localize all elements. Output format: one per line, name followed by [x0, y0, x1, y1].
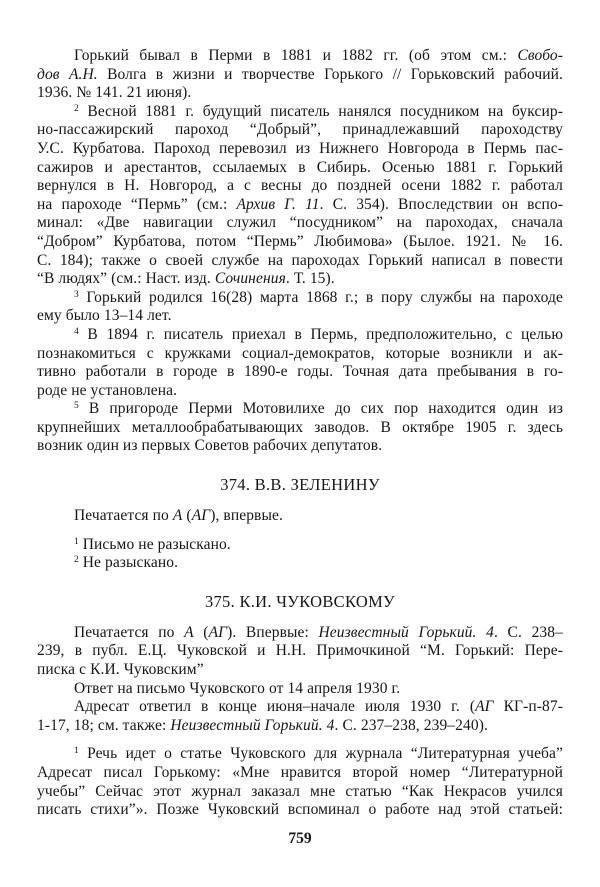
footnote-2 — [37, 103, 563, 289]
text-segment: Печатается по — [74, 507, 173, 525]
text-line — [37, 363, 563, 382]
text-segment: ( — [182, 507, 192, 525]
text-segment: Адресат ответил в конце июня–начале июля 1930 г. ( — [74, 698, 476, 716]
text-segment: ему было 13–14 лет. — [37, 307, 172, 325]
text-segment: но-пассажирский пароход “Добрый”, принадлежавший пароходству — [37, 121, 563, 139]
reply-note-375 — [37, 680, 563, 699]
text-segment: 1-17, 18; см. также: — [37, 716, 171, 734]
text-segment: Речь идет о статье Чуковского для журнала “Литературная учеба” — [78, 745, 563, 763]
footnote-marker: 5 — [74, 401, 79, 412]
text-segment: познакомиться с кружками социал-демократов, которые возникли и ак- — [37, 344, 563, 362]
text-segment: 239, в публ. Е.Ц. Чуковской и Н.Н. Примочкиной “М. Горький: Пере- — [37, 642, 563, 660]
source-note-375 — [37, 624, 563, 680]
source-note-374 — [37, 507, 563, 526]
text-line — [37, 783, 563, 802]
text-line — [37, 196, 563, 215]
text-line — [37, 717, 563, 736]
text-segment: возник один из первых Советов рабочих депутатов. — [37, 437, 383, 455]
italic-citation: Неизвестный Горький. 4 — [318, 623, 494, 641]
text-line — [37, 661, 563, 680]
italic-citation: дов А.Н. — [37, 65, 98, 83]
italic-citation: Неизвестный Горький. 4 — [170, 716, 335, 734]
text-segment: “Добром” Курбатова, потом “Пермь” Любимова» (Былое. 1921. № 16. — [37, 232, 563, 250]
text-segment: У.С. Курбатова. Пароход перевозил из Нижнего Новгорода в Пермь пас- — [37, 139, 563, 157]
text-line — [37, 140, 563, 159]
text-line — [37, 289, 563, 308]
text-segment: 1936. № 141. 21 июня). — [37, 84, 192, 102]
text-line — [37, 642, 563, 661]
text-line — [37, 764, 563, 783]
text-line — [37, 84, 563, 103]
text-segment: . С. 237–238, 239–240). — [334, 716, 488, 734]
page-number: 759 — [288, 829, 312, 847]
letter-heading-374: 374. В.В. ЗЕЛЕНИНУ — [220, 475, 380, 495]
text-line — [37, 624, 563, 643]
text-segment: на пароходе “Пермь” (см.: — [37, 195, 237, 213]
text-segment: “В людях” (см.: Наст. изд. — [37, 270, 215, 288]
text-segment: роде не установлена. — [37, 381, 178, 399]
text-line — [37, 419, 563, 438]
text-line — [37, 233, 563, 252]
italic-citation: А — [172, 507, 183, 525]
footnote-marker: 1 — [74, 746, 79, 757]
footnote-3 — [37, 289, 563, 326]
text-segment: крупнейших металлообрабатывающих заводов. В октябре 1905 г. здесь — [37, 418, 563, 436]
letter-heading-375: 375. К.И. ЧУКОВСКОМУ — [204, 591, 396, 611]
page-content — [37, 47, 563, 820]
footnote-marker: 3 — [74, 289, 79, 300]
text-segment: минал: «Две навигации служил “посудником” на пароходах, сначала — [37, 214, 563, 232]
text-line — [37, 554, 563, 573]
italic-citation: АГ — [475, 698, 494, 716]
text-segment: Печатается по — [74, 623, 185, 641]
addressee-note-375 — [37, 698, 563, 735]
text-segment: . С. 354). Впоследствии он вспо- — [319, 195, 563, 213]
footnote-marker: 4 — [74, 326, 79, 337]
text-line — [37, 698, 563, 717]
text-segment: вернулся в Н. Новгород, а с весны до поздней осени 1882 г. работал — [37, 177, 563, 195]
text-line — [37, 745, 563, 764]
footnote-375-1 — [37, 745, 563, 819]
text-line — [37, 345, 563, 364]
text-segment: ). Впервые: — [227, 623, 319, 641]
text-segment: . С. 238– — [493, 623, 563, 641]
text-line — [37, 536, 563, 555]
text-line — [37, 103, 563, 122]
footnote-continuation-gorky-perm — [37, 47, 563, 103]
text-segment: В 1894 г. писатель приехал в Пермь, предположительно, с целью — [78, 325, 563, 343]
footnote-marker: 2 — [74, 555, 79, 566]
text-segment: учебы” Сейчас этот журнал заказал мне статью “Как Некрасов учился — [37, 782, 563, 800]
italic-citation: Сочинения — [214, 270, 286, 288]
text-segment: писка с К.И. Чуковским” — [37, 661, 204, 679]
text-segment: В пригороде Перми Мотовилихе до сих пор находится один из — [78, 400, 563, 418]
footnote-5 — [37, 400, 563, 456]
text-segment: писать стихи”». Позже Чуковский вспоминал о работе над этой статьей: — [37, 801, 563, 819]
text-segment: Письмо не разыскано. — [78, 535, 231, 553]
text-line — [37, 507, 563, 526]
text-segment: КГ-п-87- — [493, 698, 563, 716]
footnote-marker: 1 — [74, 536, 79, 547]
text-segment: Весной 1881 г. будущий писатель нанялся посудником на буксир- — [78, 102, 563, 120]
text-segment: ( — [193, 623, 209, 641]
text-line — [37, 307, 563, 326]
text-line — [37, 680, 563, 699]
text-line — [37, 214, 563, 233]
italic-citation: Свобо- — [517, 47, 563, 64]
text-line — [37, 66, 563, 85]
text-segment: Не разыскано. — [78, 554, 179, 572]
text-segment: Ответ на письмо Чуковского от 14 апреля 1930 г. — [74, 679, 401, 697]
text-line — [37, 326, 563, 345]
text-line — [37, 252, 563, 271]
text-line — [37, 400, 563, 419]
text-line — [37, 270, 563, 289]
footnote-marker: 2 — [74, 103, 79, 114]
text-line — [37, 801, 563, 820]
footnote-4 — [37, 326, 563, 400]
italic-citation: Архив Г. 11 — [236, 195, 320, 213]
italic-citation: АГ — [191, 507, 211, 525]
text-segment: Адресат писал Горькому: «Мне нравится второй номер “Литературной — [37, 764, 563, 781]
text-segment: тивно работали в городе в 1890-е годы. Точная дата пребывания в го- — [37, 363, 563, 381]
italic-citation: АГ — [208, 623, 228, 641]
text-segment: сажиров и арестантов, ссылаемых в Сибирь. Осенью 1881 г. Горький — [37, 158, 563, 176]
footnotes-374 — [37, 536, 563, 573]
text-segment: Горький бывал в Перми в 1881 и 1882 гг. (об этом см.: — [74, 47, 518, 64]
text-segment: Волга в жизни и творчестве Горького // Горьковский рабочий. — [97, 65, 563, 83]
text-segment: Горький родился 16(28) марта 1868 г.; в пору службы на пароходе — [78, 288, 563, 306]
italic-citation: А — [184, 623, 194, 641]
text-line — [37, 159, 563, 178]
text-segment: С. 184); также о своей службе на пароходах Горький написал в повести — [37, 251, 563, 269]
text-segment: . Т. 15). — [285, 270, 335, 288]
text-line — [37, 437, 563, 456]
text-segment: ), впервые. — [210, 507, 283, 525]
text-line — [37, 382, 563, 401]
text-line — [37, 177, 563, 196]
text-line — [37, 47, 563, 66]
text-line — [37, 121, 563, 140]
